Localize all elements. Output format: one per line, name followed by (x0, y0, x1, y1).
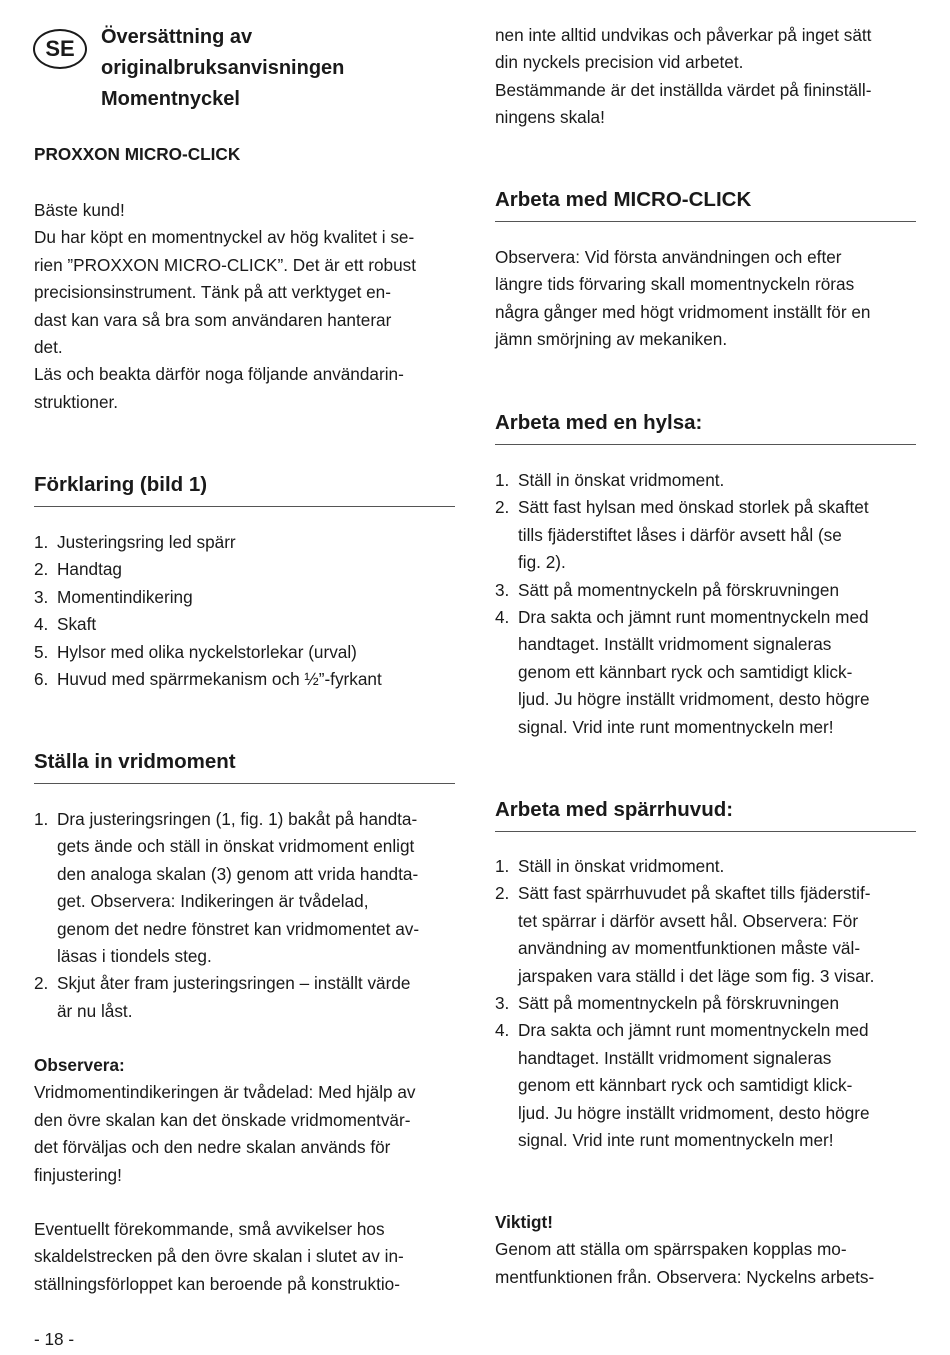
work-micro-paragraph (495, 244, 916, 354)
list-item: 2. Sätt fast spärrhuvudet på skaftet tills fjäderstif- tet spärrar i därför avsett hål. Observera: För användning av momentfunktionen måste väl- jarspaken vara ställd i det läge som fig. 3 visar. (495, 883, 875, 986)
text-line: nen inte alltid undvikas och påverkar på inget sätt (495, 25, 872, 45)
text-line: rien ”PROXXON MICRO-CLICK”. Det är ett robust (34, 254, 417, 275)
section-heading-legend: Förklaring (bild 1) (34, 473, 455, 507)
product-name: PROXXON MICRO-CLICK (34, 144, 241, 164)
list-item: 1. Ställ in önskat vridmoment. (495, 856, 725, 876)
text-line: Genom att ställa om spärrspaken kopplas mo- (495, 1239, 847, 1260)
deviation-continued (495, 22, 916, 132)
text-line: det. (34, 337, 63, 358)
text-line: Vridmomentindikeringen är tvådelad: Med hjälp av (34, 1082, 416, 1103)
list-item: 3. Sätt på momentnyckeln på förskruvningen (495, 579, 840, 600)
set-torque-list (34, 806, 455, 1025)
text-line: längre tids förvaring skall momentnyckeln röras (495, 274, 855, 295)
work-ratchet-list (495, 853, 916, 1154)
page-number: - 18 - (34, 1329, 75, 1349)
list-item: 4. Dra sakta och jämnt runt momentnyckeln med handtaget. Inställt vridmoment signaleras genom ett kännbart ryck och samtidigt klick- ljud. Ju högre inställt vridmoment, desto högre signal. Vrid inte runt momentnyckeln mer! (495, 607, 870, 737)
text-line: den övre skalan kan det önskade vridmomentvär- (34, 1109, 411, 1130)
important-heading: Viktigt! (495, 1212, 553, 1232)
text-line: det förväljas och den nedre skalan används för (34, 1137, 391, 1158)
list-item: 2. Skjut åter fram justeringsringen – inställt värde är nu låst. (34, 973, 411, 1021)
text-line: Bestämmande är det inställda värdet på fininställ- (495, 79, 872, 100)
list-item: 2. Handtag (34, 559, 122, 580)
list-item: 2. Sätt fast hylsan med önskad storlek på skaftet tills fjäderstiftet låses i därför avsett hål (se fig. 2). (495, 497, 869, 573)
text-line: Bäste kund! (34, 200, 125, 220)
title-line: originalbruksanvisningen (101, 57, 345, 79)
section-heading-work-socket: Arbeta med en hylsa: (495, 411, 916, 445)
list-item: 4. Skaft (34, 614, 97, 635)
deviation-paragraph (34, 1216, 455, 1298)
text-line: Eventuellt förekommande, små avvikelser hos (34, 1219, 385, 1239)
text-line: din nyckels precision vid arbetet. (495, 52, 744, 73)
text-line: Du har köpt en momentnyckel av hög kvalitet i se- (34, 227, 415, 248)
text-line: jämn smörjning av mekaniken. (495, 329, 728, 350)
text-line: finjustering! (34, 1164, 122, 1185)
title-line: Momentnyckel (101, 88, 240, 110)
text-line: några gånger med högt vridmoment inställt för en (495, 301, 871, 322)
section-heading-set-torque: Ställa in vridmoment (34, 750, 455, 784)
note-paragraph (34, 1052, 455, 1189)
important-paragraph (495, 1209, 916, 1291)
document-title (101, 22, 431, 115)
title-line: Översättning av (101, 26, 253, 48)
text-line: ningens skala! (495, 107, 605, 128)
text-line: Observera: Vid första användningen och efter (495, 247, 842, 267)
intro-paragraph (34, 197, 455, 416)
list-item: 1. Dra justeringsringen (1, fig. 1) bakåt på handta- gets ände och ställ in önskat vridmoment enligt den analoga skalan (3) genom att vrida handta- get. Observera: Indikeringen är tvådelad, genom det nedre fönstret kan vridmomentet av- läsas i tiondels steg. (34, 809, 420, 967)
work-socket-list (495, 467, 916, 741)
section-heading-work-micro: Arbeta med MICRO-CLICK (495, 188, 916, 222)
legend-list (34, 529, 455, 693)
list-item: 1. Ställ in önskat vridmoment. (495, 470, 725, 490)
section-heading-work-ratchet: Arbeta med spärrhuvud: (495, 798, 916, 832)
list-item: 4. Dra sakta och jämnt runt momentnyckeln med handtaget. Inställt vridmoment signaleras genom ett kännbart ryck och samtidigt klick- ljud. Ju högre inställt vridmoment, desto högre signal. Vrid inte runt momentnyckeln mer! (495, 1020, 870, 1151)
text-line: precisionsinstrument. Tänk på att verktyget en- (34, 282, 391, 303)
text-line: dast kan vara så bra som användaren hanterar (34, 309, 392, 330)
list-item: 3. Sätt på momentnyckeln på förskruvningen (495, 993, 840, 1014)
text-line: struktioner. (34, 391, 119, 412)
list-item: 1. Justeringsring led spärr (34, 532, 236, 552)
list-item: 5. Hylsor med olika nyckelstorlekar (urval) (34, 641, 357, 662)
language-badge: SE (33, 29, 87, 69)
text-line: skaldelstrecken på den övre skalan i slutet av in- (34, 1246, 404, 1267)
text-line: ställningsförloppet kan beroende på konstruktio- (34, 1273, 400, 1294)
text-line: Läs och beakta därför noga följande användarin- (34, 364, 404, 385)
text-line: mentfunktionen från. Observera: Nyckelns arbets- (495, 1266, 875, 1287)
note-heading: Observera: (34, 1055, 125, 1075)
list-item: 6. Huvud med spärrmekanism och ½”-fyrkant (34, 669, 382, 690)
list-item: 3. Momentindikering (34, 586, 193, 607)
